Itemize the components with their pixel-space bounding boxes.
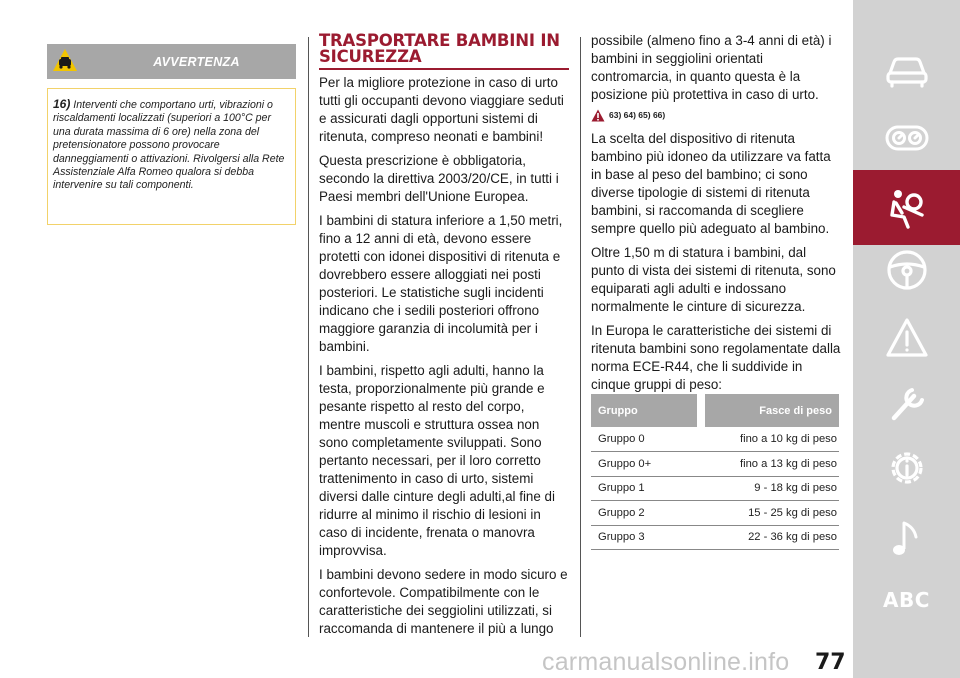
middle-column: [319, 74, 569, 644]
table-row: [591, 525, 839, 550]
warning-car-icon: [52, 48, 78, 72]
section-title: TRASPORTARE BAMBINI IN SICUREZZA: [319, 31, 560, 66]
paragraph: I bambini di statura inferiore a 1,50 metri, fino a 12 anni di età, devono essere protetti con idonei dispositivi di ritenuta e dovrebbero essere alloggiati nei posti posteriori. Le statistiche sugli incidenti indicano che i sedili posteriori offrono maggiore garanzia di incolumità per i bambini.: [319, 213, 563, 354]
music-note-icon: [884, 515, 930, 561]
table-cell-group: Gruppo 2: [591, 501, 701, 526]
table-cell-weight: 9 - 18 kg di peso: [701, 476, 839, 501]
paragraph: Per la migliore protezione in caso di urto tutti gli occupanti devono viaggiare seduti e assicurati dagli opportuni sistemi di ritenuta, compreso neonati e bambini!: [319, 75, 564, 144]
table-cell-group: Gruppo 1: [591, 476, 701, 501]
table-cell-group: Gruppo 0: [591, 427, 701, 452]
paragraph: I bambini, rispetto agli adulti, hanno la testa, proporzionalmente più grande e pesante rispetto al resto del corpo, mentre muscoli e struttura ossea non sono completamente sviluppati. Sono pertanto necessari, per il loro corretto trattenimento in caso di urto, sistemi diversi dalle cinture degli adulti,al fine di ridurre al minimo il rischio di lesioni in caso di incidente, frenata o manovra improvvisa.: [319, 363, 555, 558]
warning-number: 16): [53, 97, 71, 111]
table-cell-weight: fino a 10 kg di peso: [701, 427, 839, 452]
table-row: [591, 476, 839, 501]
paragraph: Oltre 1,50 m di statura i bambini, dal punto di vista dei sistemi di ritenuta, sono equiparati agli adulti e indossano normalmente le cinture di sicurezza.: [591, 245, 836, 314]
paragraph: possibile (almeno fino a 3-4 anni di età) i bambini in seggiolini orientati contromarcia, in quanto questa è la posizione più protettiva in caso di urto.: [591, 33, 832, 102]
warning-header: [47, 44, 296, 79]
sidebar-item-maintenance[interactable]: [853, 365, 960, 440]
gear-info-icon: [884, 445, 930, 491]
chapter-sidebar: [853, 0, 960, 678]
wrench-icon: [884, 380, 930, 426]
sidebar-item-index[interactable]: [853, 562, 960, 637]
page-number: 77: [815, 650, 846, 675]
car-icon: [884, 47, 930, 93]
title-underline: [319, 68, 569, 70]
warning-text: Interventi che comportano urti, vibrazioni o riscaldamenti localizzati (superiori a 100°C per una durata massima di 6 ore) nella zona del pretensionatore possono provocare danneggiamenti o attivazioni. Rivolgersi alla Rete Assistenziale Alfa Romeo qualora si debba intervenire su tali componenti.: [53, 99, 285, 192]
steering-wheel-icon: [884, 247, 930, 293]
warning-references: [591, 106, 841, 124]
warning-body: [47, 88, 296, 225]
sidebar-item-car[interactable]: [853, 32, 960, 107]
table-header-group: Gruppo: [591, 394, 701, 427]
column-divider-2: [580, 37, 581, 637]
paragraph: Questa prescrizione è obbligatoria, secondo la direttiva 2003/20/CE, in tutti i Paesi membri dell'Unione Europea.: [319, 153, 559, 204]
paragraph: La scelta del dispositivo di ritenuta bambino più idoneo da utilizzare va fatta in base al peso del bambino; ci sono diverse tipologie di sistemi di ritenuta bambini, si raccomanda di scegliere sempre quello più adeguato al bambino.: [591, 131, 831, 236]
table-cell-group: Gruppo 0+: [591, 452, 701, 477]
table-row: [591, 427, 839, 452]
warning-triangle-icon: [884, 315, 930, 361]
weight-groups-table: [591, 394, 839, 550]
abc-index-label: ABC: [883, 587, 930, 612]
warning-triangle-icon: [591, 109, 605, 122]
table-cell-weight: 15 - 25 kg di peso: [701, 501, 839, 526]
table-header-row: [591, 394, 839, 427]
watermark: carmanualsonline.info: [542, 648, 790, 676]
paragraph: In Europa le caratteristiche dei sistemi di ritenuta bambini sono regolamentate dalla norma ECE-R44, che li suddivide in cinque gruppi di peso:: [591, 323, 841, 392]
warning-refs-label: 63) 64) 65) 66): [609, 110, 666, 120]
table-row: [591, 501, 839, 526]
table-row: [591, 452, 839, 477]
table-cell-weight: fino a 13 kg di peso: [701, 452, 839, 477]
table-header-weight: Fasce di peso: [701, 394, 839, 427]
warning-heading: AVVERTENZA: [153, 54, 240, 69]
sidebar-item-dashboard[interactable]: [853, 100, 960, 175]
sidebar-item-emergency[interactable]: [853, 300, 960, 375]
paragraph: I bambini devono sedere in modo sicuro e confortevole. Compatibilmente con le caratteristiche dei seggiolini utilizzati, si raccomanda di mantenere il più a lungo: [319, 567, 568, 636]
sidebar-item-starting[interactable]: [853, 232, 960, 307]
seat-airbag-icon: [884, 185, 930, 231]
dashboard-icon: [884, 115, 930, 161]
table-cell-weight: 22 - 36 kg di peso: [701, 525, 839, 550]
column-divider-1: [308, 37, 309, 637]
right-column: [591, 32, 841, 400]
sidebar-item-technical-data[interactable]: [853, 430, 960, 505]
table-cell-group: Gruppo 3: [591, 525, 701, 550]
